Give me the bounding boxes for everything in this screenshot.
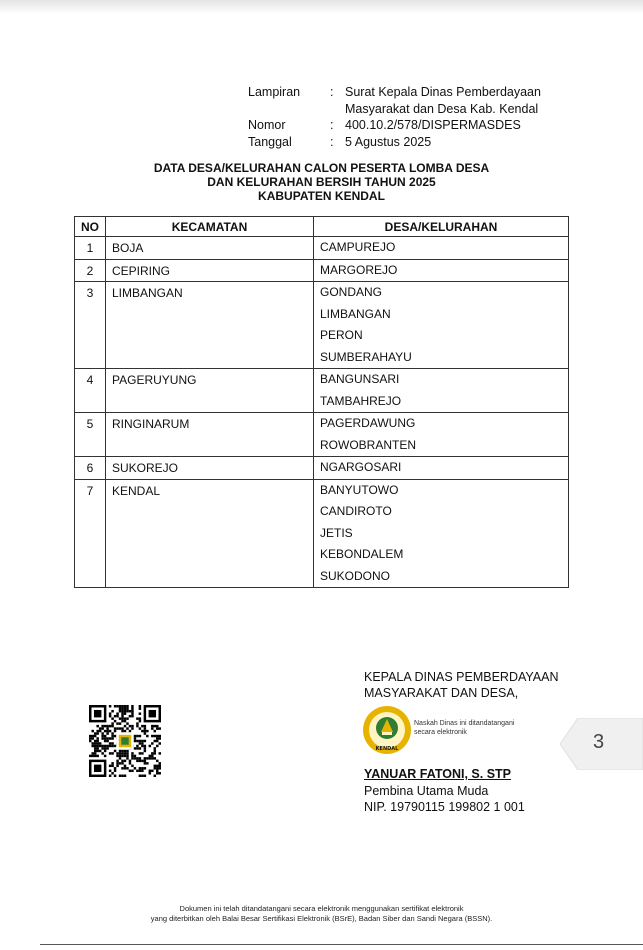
- bottom-divider: [40, 944, 643, 945]
- table-row: [75, 237, 569, 260]
- meta-value: Surat Kepala Dinas Pemberdayaan: [345, 85, 541, 99]
- desa-item: PERON: [320, 328, 363, 342]
- desa-item: PAGERDAWUNG: [320, 416, 416, 430]
- desa-item: CAMPUREJO: [320, 240, 396, 254]
- title-line-1: DATA DESA/KELURAHAN CALON PESERTA LOMBA DESA: [153, 161, 490, 175]
- table-header-row: [75, 217, 569, 237]
- letter-meta: [248, 84, 565, 150]
- signature-block: [364, 766, 525, 816]
- title-line-3: KABUPATEN KENDAL: [258, 189, 385, 203]
- cell-kecamatan: RINGINARUM: [106, 413, 314, 457]
- meta-value: 400.10.2/578/DISPERMASDES: [345, 118, 521, 132]
- footer-line-2: yang diterbitkan oleh Balai Besar Sertifikasi Elektronik (BSrE), Badan Siber dan Sandi Negara (BSSN).: [150, 914, 493, 923]
- meta-key: [248, 101, 330, 118]
- meta-key: Nomor: [248, 118, 286, 132]
- header-kecamatan: KECAMATAN: [106, 217, 314, 237]
- top-shadow: [0, 0, 643, 14]
- desa-item: NGARGOSARI: [320, 460, 402, 474]
- cell-desa: [314, 237, 569, 260]
- cell-no: 5: [75, 413, 106, 457]
- meta-key: Lampiran: [248, 85, 301, 99]
- village-table: [74, 216, 569, 588]
- desa-item: GONDANG: [320, 285, 383, 299]
- meta-row: [248, 101, 565, 118]
- table-row: [75, 259, 569, 282]
- meta-value: 5 Agustus 2025: [345, 134, 432, 149]
- meta-row: [248, 134, 565, 151]
- meta-value: Masyarakat dan Desa Kab. Kendal: [345, 101, 539, 116]
- cell-kecamatan: KENDAL: [106, 479, 314, 588]
- cell-kecamatan: SUKOREJO: [106, 457, 314, 480]
- page-number: 3: [593, 731, 605, 753]
- meta-row: [248, 117, 565, 134]
- table-row: [75, 457, 569, 480]
- desa-item: BANGUNSARI: [320, 372, 400, 386]
- desa-item: TAMBAHREJO: [320, 393, 402, 408]
- esign-line-2: secara elektronik: [414, 729, 467, 736]
- meta-separator: :: [330, 118, 334, 132]
- esign-line-1: Naskah Dinas ini ditandatangani: [414, 720, 515, 727]
- meta-separator: :: [330, 85, 334, 99]
- cell-desa: [314, 259, 569, 282]
- position-line-1: KEPALA DINAS PEMBERDAYAAN: [364, 670, 559, 684]
- footer-line-1: Dokumen ini telah ditandatangani secara elektronik menggunakan sertifikat elektronik: [179, 904, 464, 913]
- desa-item: JETIS: [320, 525, 353, 540]
- desa-item: SUKODONO: [320, 568, 391, 583]
- signer-name: YANUAR FATONI, S. STP: [364, 767, 512, 781]
- cell-desa: [314, 457, 569, 480]
- signer-nip: NIP. 19790115 199802 1 001: [364, 800, 525, 814]
- desa-item: MARGOREJO: [320, 262, 398, 277]
- desa-item: SUMBERAHAYU: [320, 349, 412, 364]
- seal-text: KENDAL: [375, 746, 399, 752]
- cell-kecamatan: CEPIRING: [106, 259, 314, 282]
- signer-rank: Pembina Utama Muda: [364, 783, 489, 798]
- signer-position: [364, 669, 559, 701]
- cell-desa: [314, 369, 569, 413]
- table-row: [75, 369, 569, 413]
- meta-key: Tanggal: [248, 134, 292, 149]
- header-desa: DESA/KELURAHAN: [314, 217, 569, 237]
- desa-item: LIMBANGAN: [320, 306, 391, 321]
- cell-desa: [314, 413, 569, 457]
- cell-no: 2: [75, 259, 106, 282]
- page-number-badge[interactable]: [560, 718, 643, 770]
- header-no: NO: [75, 217, 106, 237]
- table-row: [75, 282, 569, 369]
- cell-no: 7: [75, 479, 106, 588]
- qr-code-icon: [89, 705, 161, 777]
- title-line-2: DAN KELURAHAN BERSIH TAHUN 2025: [207, 175, 436, 189]
- table-row: [75, 413, 569, 457]
- meta-row: [248, 84, 565, 101]
- cell-desa: [314, 479, 569, 588]
- meta-separator: [330, 101, 345, 118]
- cell-kecamatan: LIMBANGAN: [106, 282, 314, 369]
- document-title: [74, 161, 569, 203]
- meta-separator: :: [330, 134, 334, 149]
- desa-item: CANDIROTO: [320, 504, 392, 518]
- esign-note: [414, 719, 514, 737]
- table-body: [75, 237, 569, 588]
- position-line-2: MASYARAKAT DAN DESA,: [364, 686, 519, 700]
- cell-no: 1: [75, 237, 106, 260]
- cell-no: 4: [75, 369, 106, 413]
- cell-desa: [314, 282, 569, 369]
- kendal-seal-icon: [362, 705, 412, 755]
- desa-item: BANYUTOWO: [320, 482, 399, 497]
- desa-item: KEBONDALEM: [320, 547, 404, 561]
- table-row: [75, 479, 569, 588]
- footer-note: [74, 904, 569, 924]
- cell-no: 3: [75, 282, 106, 369]
- cell-no: 6: [75, 457, 106, 480]
- cell-kecamatan: BOJA: [106, 237, 314, 260]
- desa-item: ROWOBRANTEN: [320, 437, 416, 452]
- cell-kecamatan: PAGERUYUNG: [106, 369, 314, 413]
